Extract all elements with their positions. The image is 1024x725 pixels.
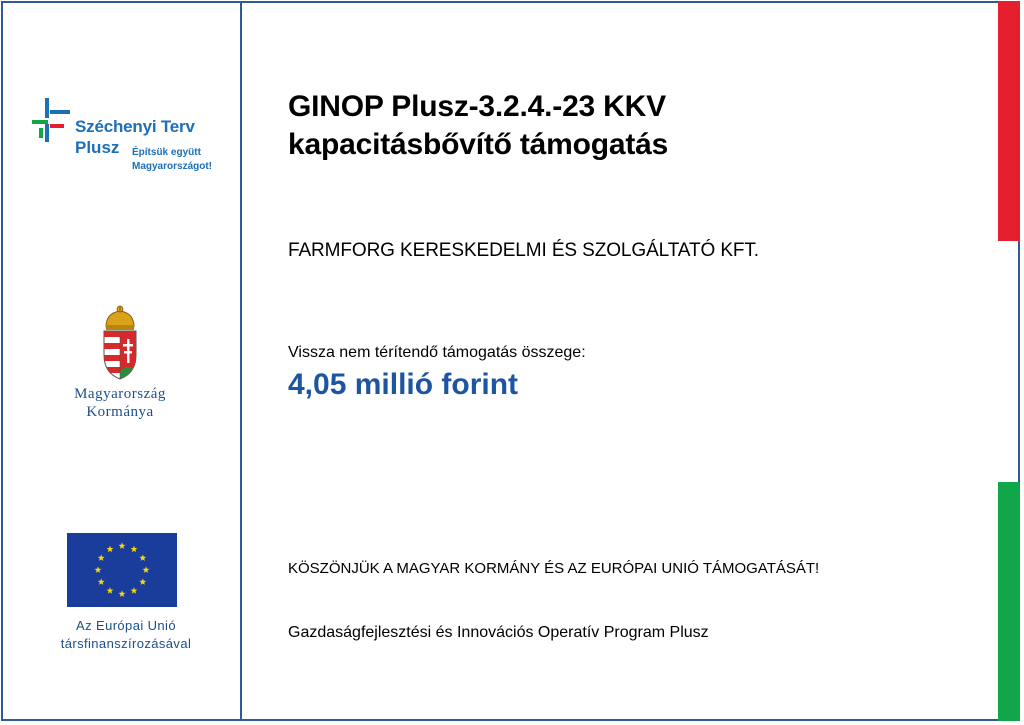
flag-green-bar	[998, 482, 1020, 721]
szechenyi-cross-icon	[30, 98, 72, 144]
government-name	[40, 385, 200, 421]
title-line2: kapacitásbővítő támogatás	[288, 128, 669, 161]
eu-text-line2: társfinanszírozásával	[60, 636, 192, 651]
szechenyi-slogan-line2: Magyarországot!	[132, 161, 213, 172]
eu-cofinance-text	[36, 617, 216, 653]
szechenyi-terv-logo	[30, 96, 230, 186]
grant-amount: 4,05 millió forint	[288, 368, 519, 401]
logo-column-divider	[240, 1, 242, 721]
government-name-line2: Kormánya	[86, 404, 154, 420]
government-logo	[40, 305, 200, 425]
thanks-text: KÖSZÖNJÜK A MAGYAR KORMÁNY ÉS AZ EURÓPAI UNIÓ TÁMOGATÁSÁT!	[288, 560, 820, 577]
government-name-line1: Magyarország	[74, 386, 166, 402]
coat-of-arms-icon	[98, 305, 142, 381]
szechenyi-title: Széchenyi Terv	[75, 117, 195, 136]
program-name: Gazdaságfejlesztési és Innovációs Operatív Program Plusz	[288, 624, 709, 641]
grant-amount-label: Vissza nem térítendő támogatás összege:	[288, 344, 586, 361]
eu-text-line1: Az Európai Unió	[76, 618, 176, 633]
szechenyi-slogan	[132, 146, 212, 174]
title-line1: GINOP Plusz-3.2.4.-23 KKV	[288, 90, 666, 123]
beneficiary-name: FARMFORG KERESKEDELMI ÉS SZOLGÁLTATÓ KFT.	[288, 240, 759, 261]
page-title	[288, 88, 978, 164]
szechenyi-plusz: Plusz	[75, 138, 120, 157]
eu-logo	[36, 533, 216, 653]
szechenyi-slogan-line1: Építsük együtt	[132, 147, 201, 158]
flag-red-bar	[998, 1, 1020, 241]
eu-flag-icon	[67, 533, 177, 607]
